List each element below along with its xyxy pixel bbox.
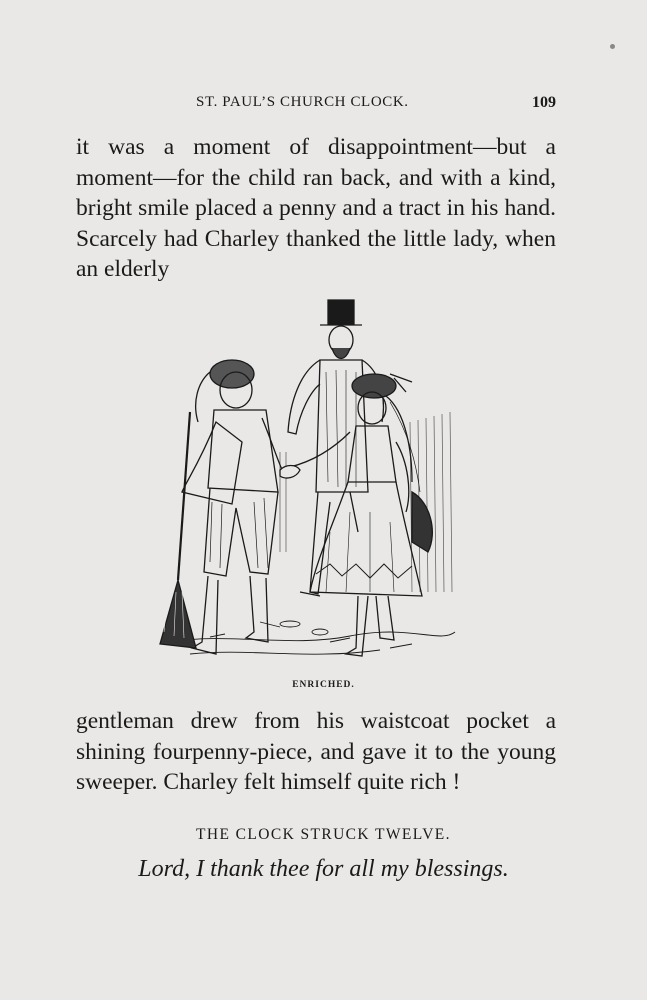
gentleman-figure [288, 300, 383, 596]
engraving-illustration [150, 292, 460, 670]
running-head: ST. PAUL’S CHURCH CLOCK. [196, 94, 409, 110]
figure-caption: ENRICHED. [292, 680, 355, 690]
page-number: 109 [532, 94, 556, 111]
body-paragraph-1: it was a moment of disappointment—but a moment—for the child ran back, and with a kind, bright smile placed a penny and a tract in his hand. Scarcely had Charley thanked the little lady, when an elderly [76, 134, 556, 282]
italic-motto: Lord, I thank thee for all my blessings. [138, 856, 509, 882]
ground-sketch [170, 621, 455, 654]
page-header [76, 94, 556, 116]
boy-figure [160, 360, 296, 654]
body-paragraph-2: gentleman drew from his waistcoat pocket a shining fourpenny-piece, and gave it to the young sweeper. Charley felt himself quite rich ! [76, 708, 556, 795]
paper-speck [610, 44, 615, 49]
handshake [280, 466, 300, 479]
section-heading: THE CLOCK STRUCK TWELVE. [196, 826, 451, 843]
